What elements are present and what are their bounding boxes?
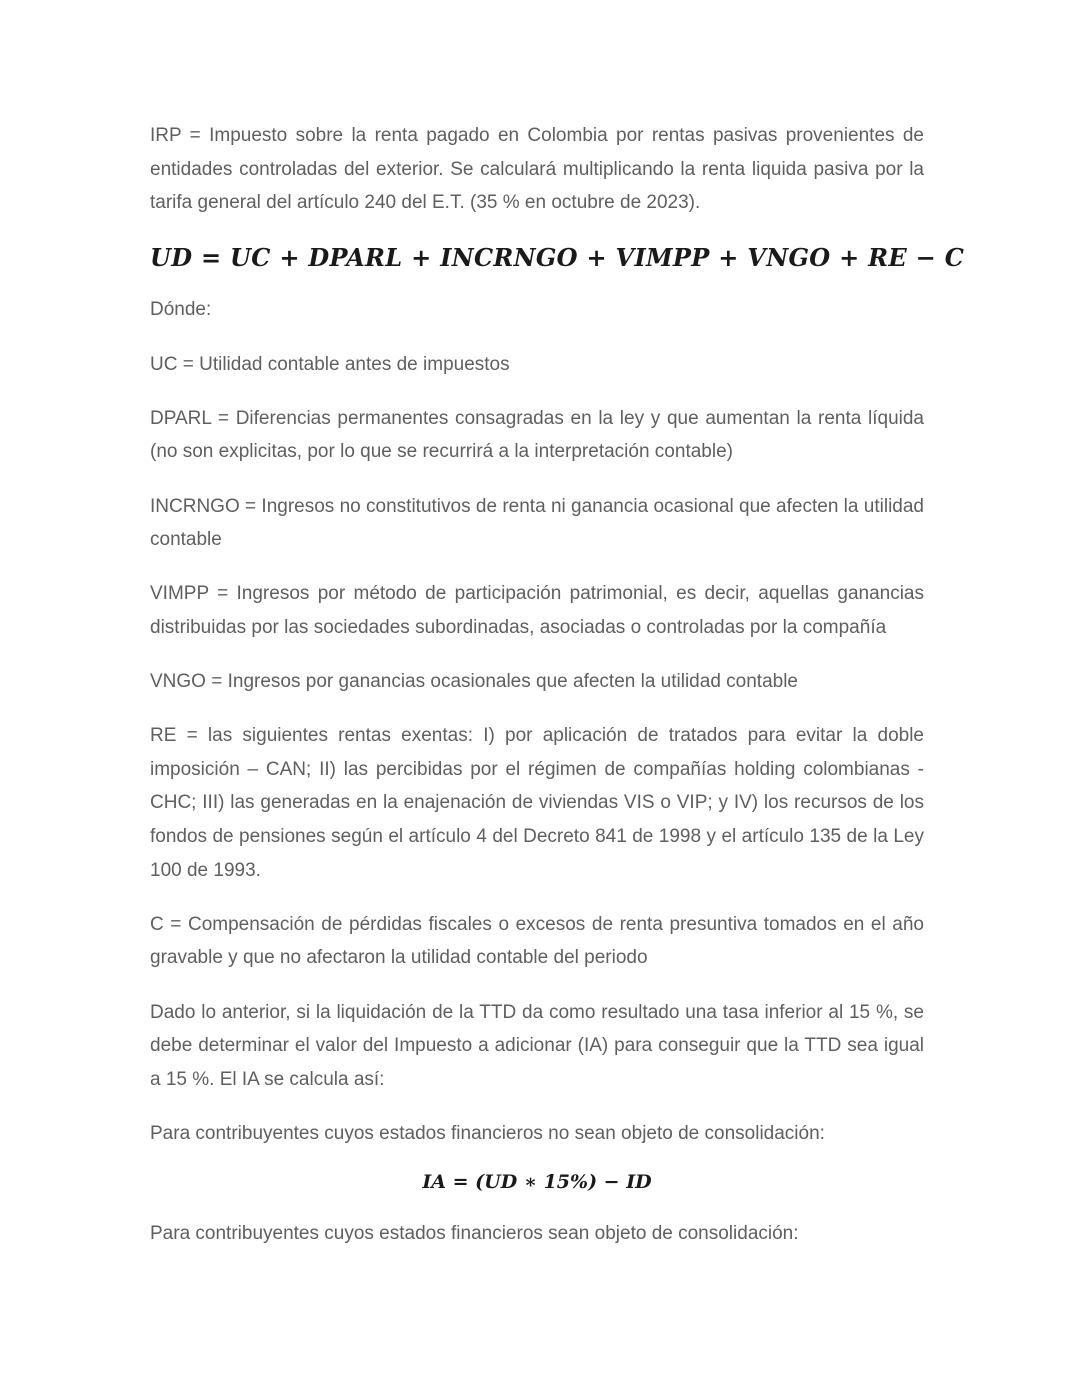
no-consolidacion-label: Para contribuyentes cuyos estados financieros no sean objeto de consolidación: (150, 1123, 825, 1144)
definition-incrngo: INCRNGO = Ingresos no constitutivos de renta ni ganancia ocasional que afecten la utilidad contable (150, 495, 924, 551)
irp-paragraph: IRP = Impuesto sobre la renta pagado en Colombia por rentas pasivas provenientes de entidades controladas del exterior. Se calculará multiplicando la renta liquida pasiva por la tarifa general del artículo 240 del E.T. (35 % en octubre de 2023). (150, 125, 924, 214)
formula-ia: IA = (UD ∗ 15%) − ID (422, 1171, 652, 1194)
ttd-paragraph: Dado lo anterior, si la liquidación de la TTD da como resultado una tasa inferior al 15 %, se debe determinar el valor del Impuesto a adicionar (IA) para conseguir que la TTD sea igual a 15 %. El IA se calcula así: (150, 1001, 924, 1090)
document-page (150, 119, 965, 1271)
formula-ud: UD = UC + DPARL + INCRNGO + VIMPP + VNGO + RE − C (150, 243, 965, 273)
donde-label: Dónde: (150, 299, 212, 321)
definition-vngo: VNGO = Ingresos por ganancias ocasionales que afecten la utilidad contable (150, 671, 798, 693)
definition-c: C = Compensación de pérdidas fiscales o excesos de renta presuntiva tomados en el año gravable y que no afectaron la utilidad contable del periodo (150, 913, 924, 969)
definition-uc: UC = Utilidad contable antes de impuestos (150, 353, 510, 375)
definition-vimpp: VIMPP = Ingresos por método de participación patrimonial, es decir, aquellas ganancias distribuidas por las sociedades subordinadas, asociadas o controladas por la compañía (150, 583, 924, 638)
consolidacion-label: Para contribuyentes cuyos estados financieros sean objeto de consolidación: (150, 1223, 799, 1245)
definition-re: RE = las siguientes rentas exentas: I) por aplicación de tratados para evitar la doble imposición – CAN; II) las percibidas por el régimen de compañías holding colombianas - CHC; III) las generadas en la enajenación de viviendas VIS o VIP; y IV) los recursos de los fondos de pensiones según el artículo 4 del Decreto 841 de 1998 y el artículo 135 de la Ley 100 de 1993. (150, 725, 924, 881)
definition-dparl: DPARL = Diferencias permanentes consagradas en la ley y que aumentan la renta líquida (no son explicitas, por lo que se recurrirá a la interpretación contable) (150, 407, 924, 463)
